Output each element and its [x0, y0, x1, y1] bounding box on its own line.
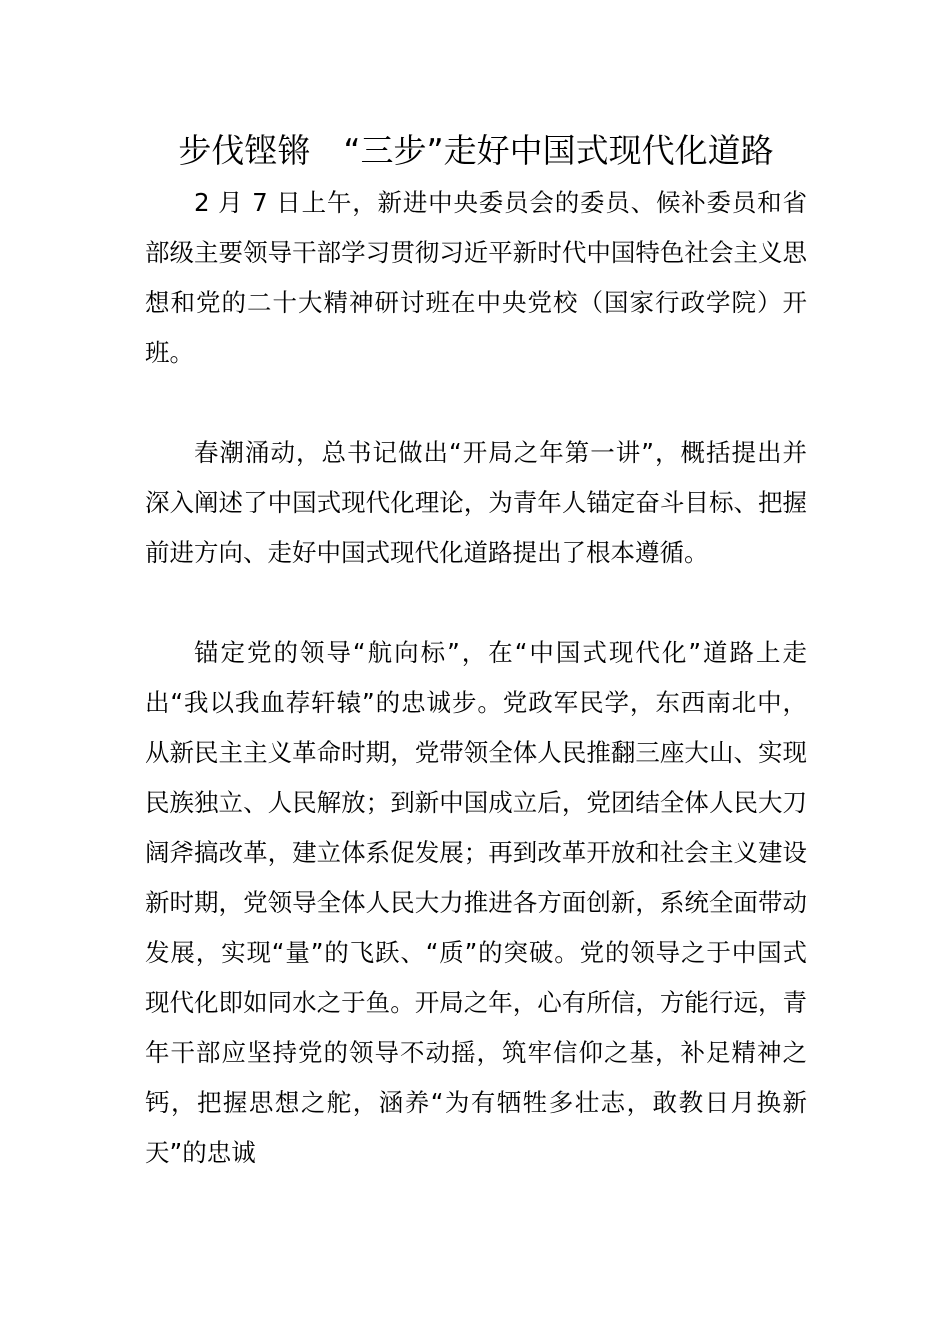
paragraph-spacer — [145, 378, 807, 428]
paragraph-1: 2 月 7 日上午，新进中央委员会的委员、候补委员和省部级主要领导干部学习贯彻习近平新时代中国特色社会主义思想和党的二十大精神研讨班在中央党校（国家行政学院）开班。 — [145, 188, 807, 367]
document-title: 步伐铿锵 “三步”走好中国式现代化道路 — [178, 131, 774, 170]
document-page — [145, 124, 807, 1178]
paragraph-3: 锚定党的领导“航向标”，在“中国式现代化”道路上走出“我以我血荐轩辕”的忠诚步。党政军民学，东西南北中，从新民主主义革命时期，党带领全体人民推翻三座大山、实现民族独立、人民解放；到新中国成立后，党团结全体人民大刀阔斧搞改革，建立体系促发展；再到改革开放和社会主义建设新时期，党领导全体人民大力推进各方面创新，系统全面带动发展，实现“量”的飞跃、“质”的突破。党的领导之于中国式现代化即如同水之于鱼。开局之年，心有所信，方能行远，青年干部应坚持党的领导不动摇，筑牢信仰之基，补足精神之钙，把握思想之舵，涵养“为有牺牲多壮志，敢教日月换新天”的忠诚 — [145, 638, 807, 1167]
paragraph-spacer — [145, 578, 807, 628]
paragraph-2: 春潮涌动，总书记做出“开局之年第一讲”，概括提出并深入阐述了中国式现代化理论，为青年人锚定奋斗目标、把握前进方向、走好中国式现代化道路提出了根本遵循。 — [145, 438, 807, 567]
